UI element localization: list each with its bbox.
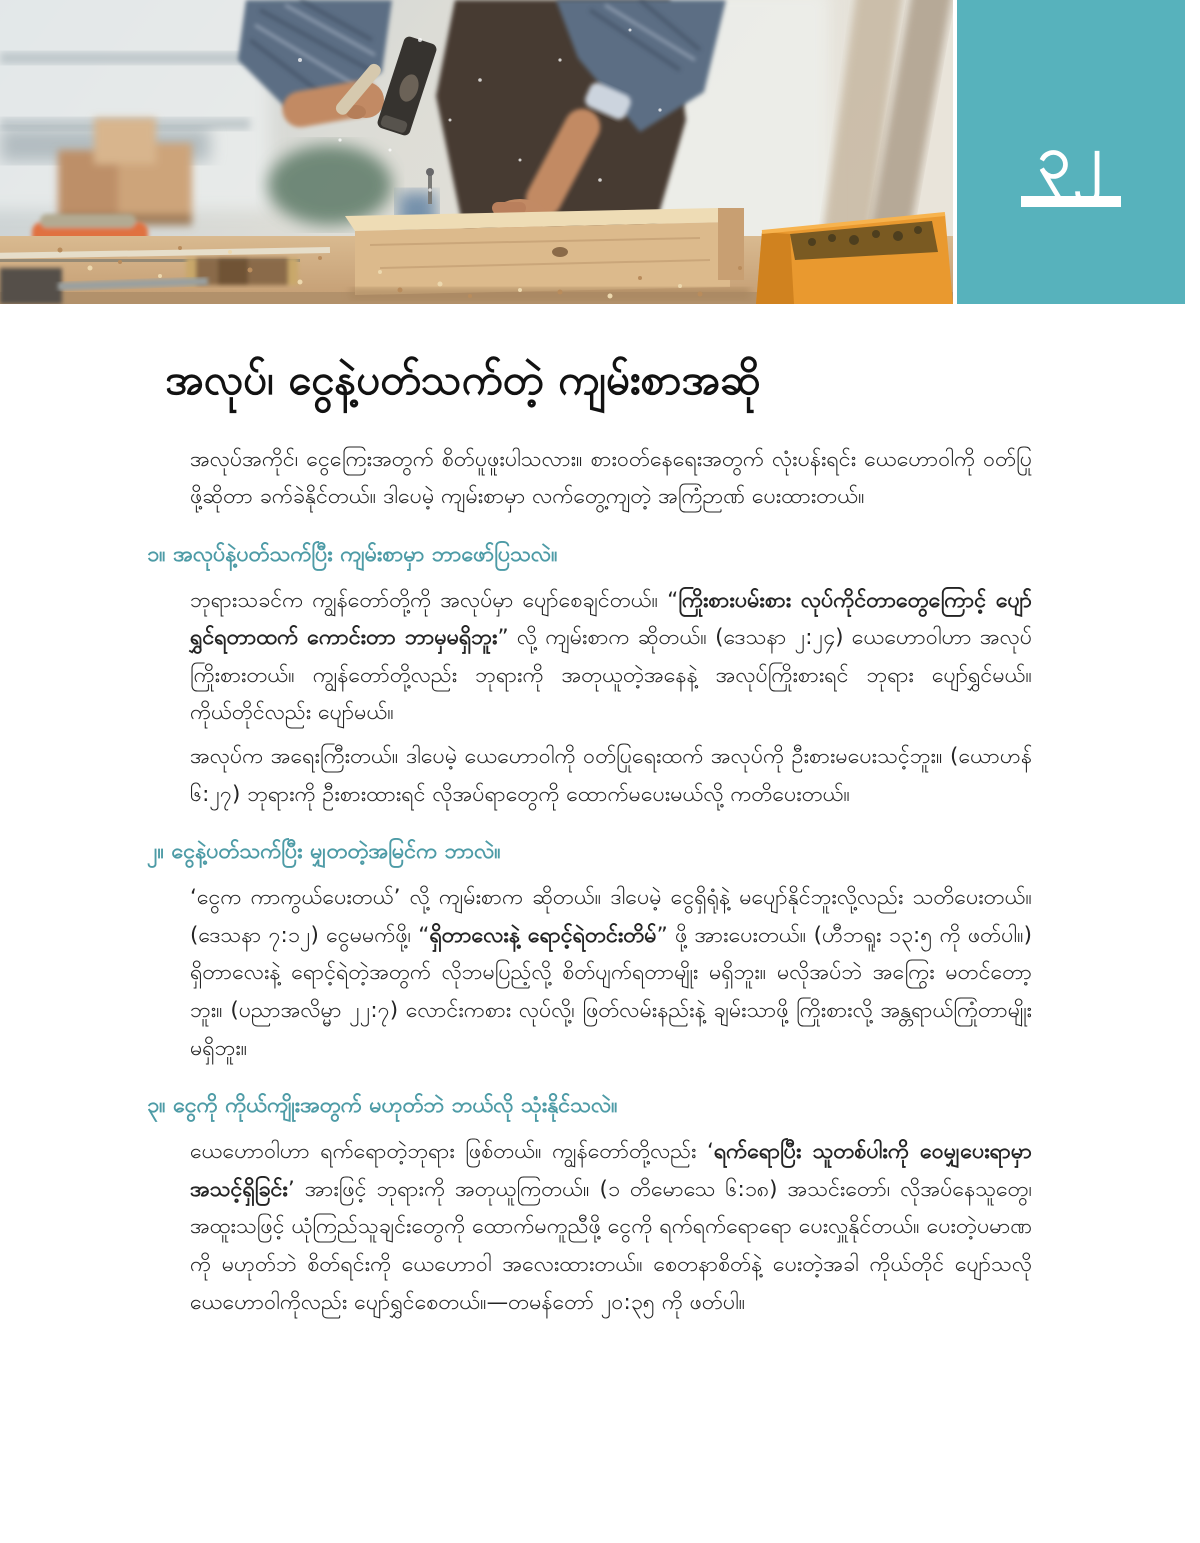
paragraph-text: ’ အားဖြင့် ဘုရားကို အတုယူကြတယ်။ (၁ တိမောသေ ၆:၁၈) အသင်းတော်၊ လိုအပ်နေသူတွေ၊ အထူးသဖြင့် ယုံကြည်သူချင်းတွေကို ထောက်မကူညီဖို့ ငွေကို ရက်ရက်ရောရော ပေးလှူနိုင်တယ်။ ပေးတဲ့ပမာဏကို မဟုတ်ဘဲ စိတ်ရင်းကို ယေဟောဝါ အလေးထားတယ်။ စေတနာစိတ်နဲ့ ပေးတဲ့အခါ ကိုယ်တိုင် ပျော်သလို ယေဟောဝါကိုလည်း ပျော်ရွှင်စေတယ်။—တမန်တော် ၂၀:၃၅ ကို ဖတ်ပါ။ — [190, 1176, 1032, 1315]
page-header — [0, 0, 1200, 304]
paragraph-text: ယေဟောဝါဟာ ရက်ရောတဲ့ဘုရား ဖြစ်တယ်။ ကျွန်တော်တို့လည်း ‘ — [190, 1139, 714, 1165]
section-1 — [0, 540, 1200, 814]
lesson-content — [0, 354, 1200, 1321]
section-2 — [0, 837, 1200, 1067]
paragraph-text: ဘုရားသခင်က ကျွန်တော်တို့ကို အလုပ်မှာ ပျော်စေချင်တယ်။ “ — [190, 587, 679, 613]
hero-photo-illustration — [0, 0, 953, 304]
paragraph-text: အလုပ်အကိုင်၊ ငွေကြေးအတွက် စိတ်ပူဖူးပါသလား။ စားဝတ်နေရေးအတွက် လုံးပန်းရင်း ယေဟောဝါကို ဝတ်ပြုဖို့ဆိုတာ ခက်ခဲနိုင်တယ်။ ဒါပေမဲ့ ကျမ်းစာမှာ လက်တွေ့ကျတဲ့ အကြံဉာဏ် ပေးထားတယ်။ — [190, 446, 1032, 510]
section-3 — [0, 1091, 1200, 1321]
lesson-number-underline — [1021, 196, 1121, 207]
bold-quote-text: ရက်ရောပြီး သူတစ်ပါးကို ဝေမျှပေးရာမှာ အသင့်ရှိခြင်း — [190, 1139, 1032, 1202]
nail — [428, 172, 432, 204]
hero-photo — [0, 0, 953, 304]
dark-tool — [0, 268, 62, 304]
section-3-paragraph-1 — [190, 1133, 1032, 1321]
paragraph-text: ‘ငွေက ကာကွယ်ပေးတယ်’ လို့ ကျမ်းစာက ဆိုတယ်။ ဒါပေမဲ့ ငွေရှိရုံနဲ့ မပျော်နိုင်ဘူးလို့လည်း သတိပေးတယ်။ (ဒေသနာ ၇:၁၂) ငွေမမက်ဖို့၊ “ — [190, 885, 1032, 948]
section-2-heading: ၂။ ငွေနဲ့ပတ်သက်ပြီး မျှတတဲ့အမြင်က ဘာလဲ။ — [147, 839, 501, 865]
intro-paragraph — [190, 441, 1032, 516]
bold-quote-text: ကြိုးစားပမ်းစား လုပ်ကိုင်တာတွေကြောင့် ပျော်ရွှင်ရတာထက် ကောင်းတာ ဘာမှမရှိဘူး — [190, 587, 1032, 651]
bold-quote-text: ရှိတာလေးနဲ့ ရောင့်ရဲတင်းတိမ် — [429, 922, 657, 948]
section-1-heading: ၁။ အလုပ်နဲ့ပတ်သက်ပြီး ကျမ်းစာမှာ ဘာဖော်ပြသလဲ။ — [147, 541, 558, 567]
lesson-number-box — [957, 0, 1185, 304]
paragraph-text: အလုပ်က အရေးကြီးတယ်။ ဒါပေမဲ့ ယေဟောဝါကို ဝတ်ပြုရေးထက် အလုပ်ကို ဦးစားမပေးသင့်ဘူး။ (ယောဟန် ၆:၂၇) ဘုရားကို ဦးစားထားရင် လိုအပ်ရာတွေကို ထောက်မပေးမယ်လို့ ကတိပေးတယ်။ — [190, 744, 1032, 807]
section-2-paragraph-1 — [190, 879, 1032, 1067]
section-1-paragraph-1 — [190, 582, 1032, 732]
lesson-number: ၃၂ — [1037, 123, 1105, 191]
page-title: အလုပ်၊ ငွေနဲ့ပတ်သက်တဲ့ ကျမ်းစာအဆို — [165, 355, 761, 404]
section-3-heading: ၃။ ငွေကို ကိုယ်ကျိုးအတွက် မဟုတ်ဘဲ ဘယ်လို သုံးနိုင်သလဲ။ — [147, 1093, 618, 1119]
paragraph-text: ” လို့ ကျမ်းစာက ဆိုတယ်။ (ဒေသနာ ၂:၂၄) ယေဟောဝါဟာ အလုပ်ကြိုးစားတယ်။ ကျွန်တော်တို့လည်း ဘုရားကို အတုယူတဲ့အနေနဲ့ အလုပ်ကြိုးစားရင် ဘုရား ပျော်ရွှင်မယ်။ ကိုယ်တိုင်လည်း ပျော်မယ်။ — [190, 625, 1032, 726]
paragraph-text: ” ဖို့ အားပေးတယ်။ (ဟီဘရူး ၁၃:၅ ကို ဖတ်ပါ။) ရှိတာလေးနဲ့ ရောင့်ရဲတဲ့အတွက် လိုဘမပြည့်လို့ စိတ်ပျက်ရတာမျိုး မရှိဘူး။ မလိုအပ်ဘဲ အကြွေး မတင်တော့ဘူး။ (ပညာအလိမ္မာ ၂၂:၇) လောင်းကစား လုပ်လို့၊ ဖြတ်လမ်းနည်းနဲ့ ချမ်းသာဖို့ ကြိုးစားလို့ အန္တရာယ်ကြုံတာမျိုး မရှိဘူး။ — [190, 922, 1032, 1061]
section-1-paragraph-2 — [190, 738, 1032, 813]
